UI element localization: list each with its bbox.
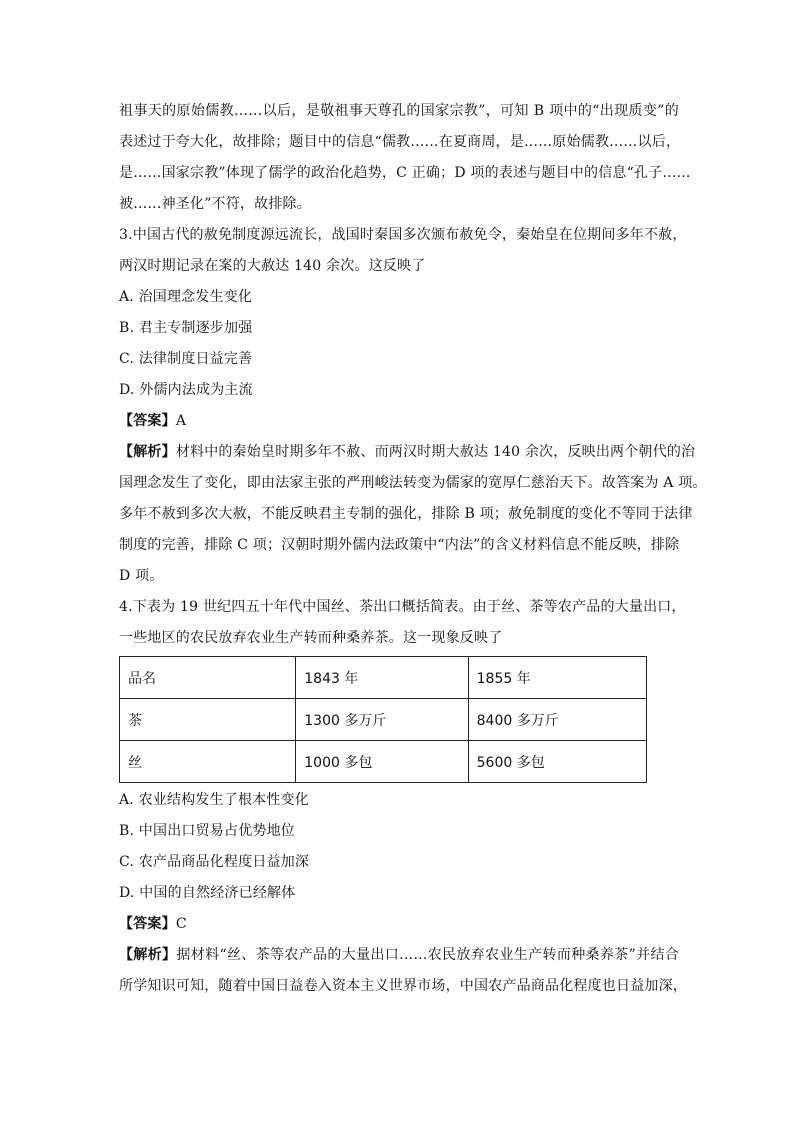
analysis-line: D 项。 [119, 568, 164, 584]
analysis-line: 国理念发生了变化，即由法家主张的严刑峻法转变为儒家的宽厚仁慈治天下。故答案为 A 项。 [119, 475, 707, 491]
analysis-line: 多年不赦到多次大赦，不能反映君主专制的强化，排除 B 项；赦免制度的变化不等同于法律 [119, 506, 693, 522]
question-3-stem: 两汉时期记录在案的大赦达 140 余次。这反映了 [119, 258, 426, 274]
option-c: C. 法律制度日益完善 [119, 351, 253, 367]
table-cell: 5600 多包 [468, 741, 646, 783]
option-d: D. 外儒内法成为主流 [119, 382, 253, 398]
paragraph-line: 被……神圣化”不符，故排除。 [119, 196, 311, 212]
answer-label: 【答案】 [119, 413, 176, 429]
answer-value: C [175, 916, 187, 932]
analysis-label: 【解析】 [119, 444, 176, 460]
table-cell: 茶 [120, 699, 296, 741]
question-4-stem: 4.下表为 19 世纪四五十年代中国丝、茶出口概括简表。由于丝、茶等农产品的大量出口， [119, 599, 686, 615]
paragraph-line: 表述过于夸大化，故排除；题目中的信息“儒教……在夏商周，是……原始儒教……以后， [119, 134, 681, 150]
analysis-text: 材料中的秦始皇时期多年不赦、而两汉时期大赦达 140 余次，反映出两个朝代的治 [175, 444, 696, 460]
table-header-cell: 1843 年 [296, 657, 468, 699]
question-3-stem: 3.中国古代的赦免制度源远流长，战国时秦国多次颁布赦免令，秦始皇在位期间多年不赦， [119, 227, 687, 243]
paragraph-line: 是……国家宗教”体现了儒学的政治化趋势，C 正确；D 项的表述与题目中的信息“孔子…… [119, 165, 691, 181]
option-a: A. 农业结构发生了根本性变化 [119, 792, 310, 808]
answer-label: 【答案】 [119, 916, 176, 932]
answer-value: A [175, 413, 187, 429]
option-b: B. 中国出口贸易占优势地位 [119, 823, 295, 839]
table-cell: 1000 多包 [296, 741, 468, 783]
analysis-line: 制度的完善，排除 C 项；汉朝时期外儒内法政策中“内法”的含义材料信息不能反映，排除 [119, 537, 680, 553]
analysis-line: 所学知识可知，随着中国日益卷入资本主义世界市场，中国农产品商品化程度也日益加深， [119, 978, 687, 994]
table-row [120, 741, 647, 783]
analysis-line [119, 940, 679, 971]
paragraph-line: 祖事天的原始儒教……以后，是敬祖事天尊孔的国家宗教”，可知 B 项中的“出现质变”的 [119, 103, 679, 119]
table-header-row [120, 657, 647, 699]
answer-line [119, 909, 679, 940]
document-page [119, 96, 707, 1002]
table-cell: 丝 [120, 741, 296, 783]
table-header-cell: 1855 年 [468, 657, 646, 699]
table-cell: 8400 多万斤 [468, 699, 646, 741]
option-b: B. 君主专制逐步加强 [119, 320, 253, 336]
analysis-text: 据材料“丝、茶等农产品的大量出口……农民放弃农业生产转而种桑养茶”并结合 [176, 947, 679, 963]
table-header-cell: 品名 [120, 657, 296, 699]
analysis-label: 【解析】 [119, 947, 177, 963]
option-c: C. 农产品商品化程度日益加深 [119, 854, 310, 870]
analysis-line [119, 437, 696, 468]
table-cell: 1300 多万斤 [296, 699, 468, 741]
option-a: A. 治国理念发生变化 [119, 289, 253, 305]
table-row [120, 699, 647, 741]
option-d: D. 中国的自然经济已经解体 [119, 885, 296, 901]
export-table [119, 656, 647, 783]
question-4-stem: 一些地区的农民放弃农业生产转而种桑养茶。这一现象反映了 [119, 630, 503, 646]
answer-line [119, 406, 679, 437]
